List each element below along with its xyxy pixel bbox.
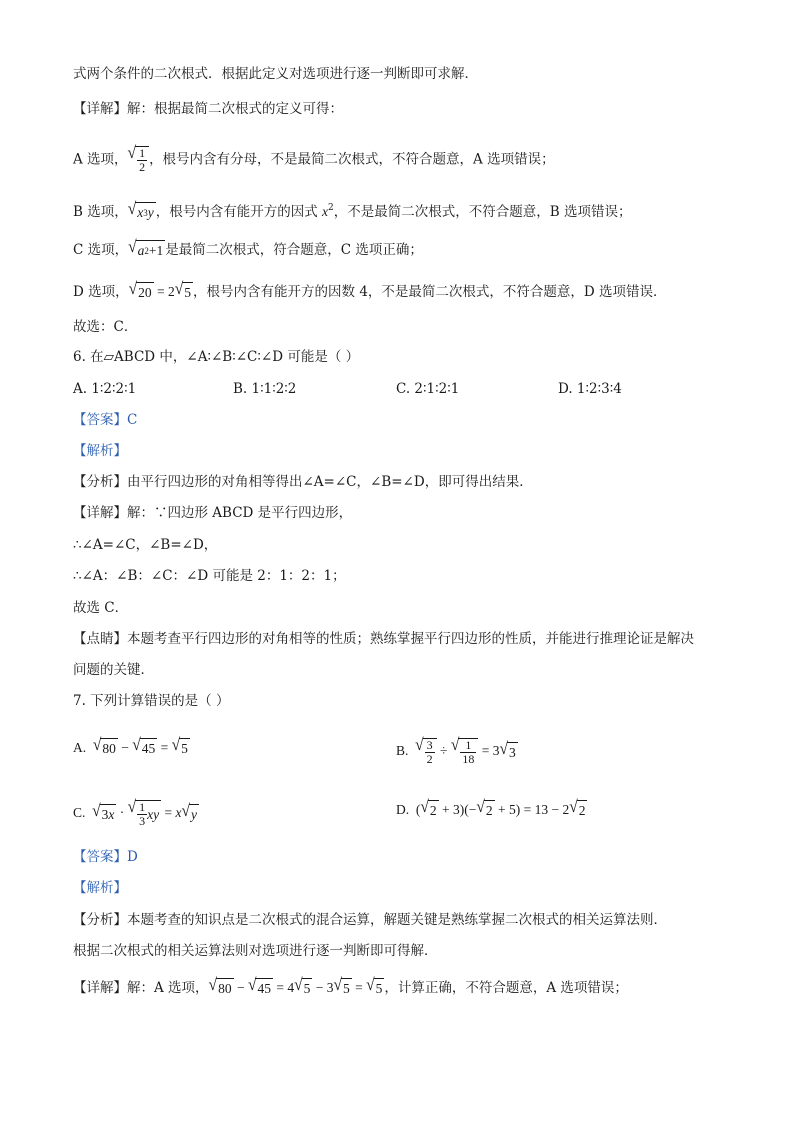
text-line: 式两个条件的二次根式．根据此定义对选项进行逐一判断即可求解． — [73, 66, 478, 82]
sqrt-one-half: √ $\frac{1}{2}$ — [128, 146, 150, 174]
sqrt-a2-plus-1: √ a 2 +1 — [128, 240, 165, 261]
text-line-d: D 选项， √ 20 = 2 √ 5 ，根号内含有能开方的因数 4，不是最简二次根式，不符合题意，D 选项错误． — [73, 282, 667, 303]
text-line: 【详解】解：根据最简二次根式的定义可得： — [73, 101, 343, 117]
q7-option-a: A. √ 80 − √ 45 = √ 5 — [73, 738, 190, 759]
text-line: 【分析】由平行四边形的对角相等得出∠A=∠C，∠B=∠D，即可得出结果． — [73, 474, 533, 490]
q7-option-c: C. √ 3 x · √ $\frac{1}{3}$ xy = x √ y — [73, 797, 198, 828]
q6-option-b: B. 1∶1∶2∶2 — [233, 381, 297, 397]
text-line: 【详解】解：∵四边形 ABCD 是平行四边形， — [73, 505, 353, 521]
text-line: ∴∠A=∠C，∠B=∠D， — [73, 537, 218, 553]
question-6: 6. 在▱ABCD 中，∠A∶∠B∶∠C∶∠D 可能是（ ） — [73, 349, 360, 365]
text-line-c: C 选项， √ a 2 +1 是最简二次根式，符合题意，C 选项正确； — [73, 240, 423, 261]
text-line: 故选：C． — [73, 319, 138, 335]
text-line: 问题的关键． — [73, 662, 154, 678]
text-line: 故选 C． — [73, 600, 129, 616]
answer-7: 【答案】D — [73, 849, 138, 865]
question-7: 7. 下列计算错误的是（ ） — [73, 693, 230, 709]
text-line: ∴∠A：∠B：∠C：∠D 可能是 2：1：2：1； — [73, 568, 346, 584]
text-line: 根据二次根式的相关运算法则对选项进行逐一判断即可得解． — [73, 943, 438, 959]
q7-option-d: D. ( √ 2 + 3)(− √ 2 + 5) = 13 − 2 √ 2 — [396, 800, 587, 821]
text-line: 【点睛】本题考查平行四边形的对角相等的性质；熟练掌握平行四边形的性质，并能进行推理论证是解决 — [73, 631, 694, 647]
text-line: 【分析】本题考查的知识点是二次根式的混合运算，解题关键是熟练掌握二次根式的相关运算法则． — [73, 912, 667, 928]
formula-7a: √ 80 − √ 45 = 4 √ 5 − 3 √ 5 = √ 5 — [209, 980, 385, 995]
q6-option-a: A. 1∶2∶2∶1 — [73, 381, 137, 397]
formula-sqrt20: √ 20 = 2 √ 5 — [129, 284, 193, 299]
q7-option-b: B. √ $\frac{3}{2}$ ÷ √ $\frac{1}{18}$ = 3 √ 3 — [396, 735, 516, 766]
text-line-b: B 选项， √ x 3 y ，根号内含有能开方的因式 $x^2$，不是最简二次根式，不符合题意，B 选项错误； — [73, 198, 631, 223]
analysis-7-heading: 【解析】 — [73, 880, 127, 896]
sqrt-x3y: √ x 3 y — [128, 202, 156, 223]
q6-option-d: D. 1∶2∶3∶4 — [558, 381, 622, 397]
text-line-a: A 选项， √ $\frac{1}{2}$ ，根号内含有分母，不是最简二次根式，不符合题意，A 选项错误； — [73, 143, 555, 174]
analysis-6-heading: 【解析】 — [73, 443, 127, 459]
answer-6: 【答案】C — [73, 412, 138, 428]
text-line-7a: 【详解】解：A 选项， √ 80 − √ 45 = 4 √ 5 − 3 √ 5 = √ 5 ，计算正确，不符合题意，A 选项错误； — [73, 978, 628, 999]
q6-option-c: C. 2∶1∶2∶1 — [396, 381, 460, 397]
